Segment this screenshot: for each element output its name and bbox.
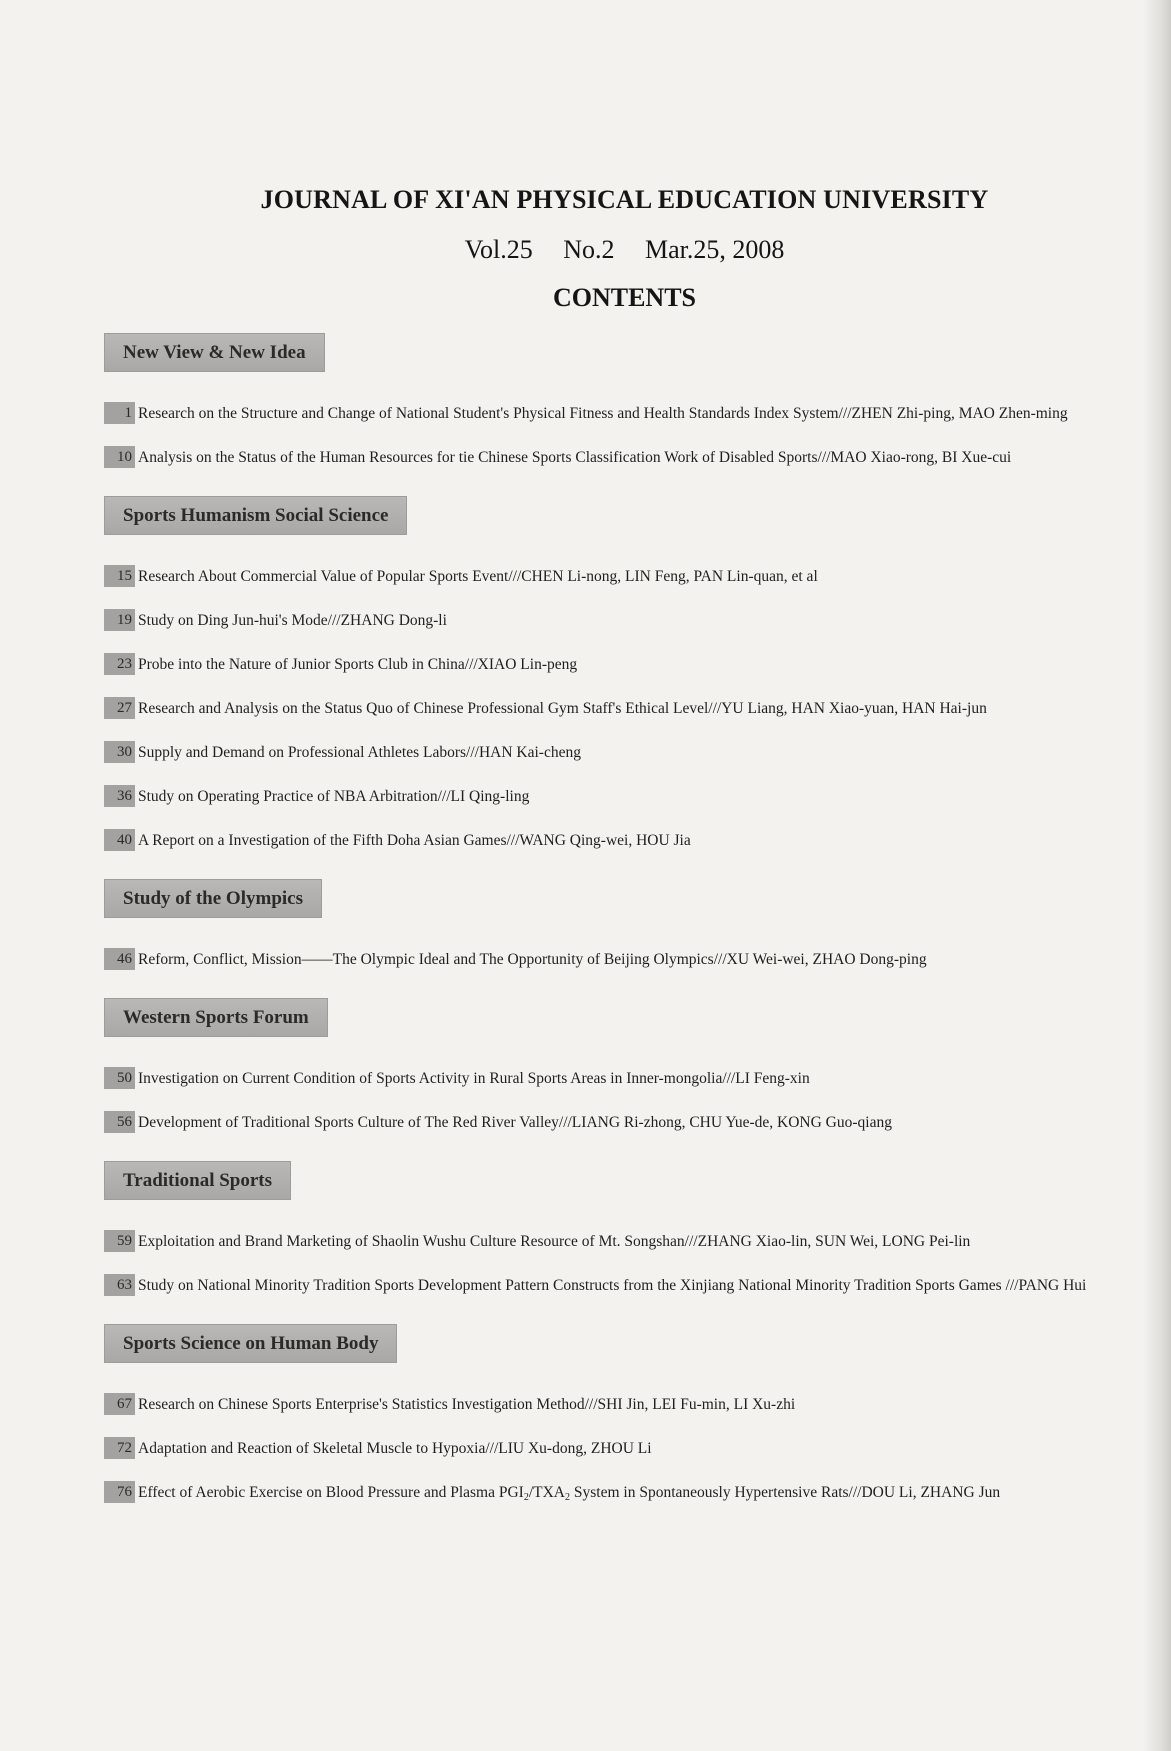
entry-text: Supply and Demand on Professional Athletes Labors///HAN Kai-cheng	[138, 744, 581, 761]
entry-text: Analysis on the Status of the Human Resources for tie Chinese Sports Classification Work of Disabled Sports///MAO Xiao-rong, BI Xue-cui	[138, 449, 1012, 466]
page-number: 50	[104, 1067, 135, 1089]
page-number: 67	[104, 1393, 135, 1415]
issue-number: No.2	[563, 235, 615, 264]
section-olympics	[100, 879, 1135, 980]
toc-entry[interactable]	[104, 821, 1135, 861]
entry-text-part: System in Spontaneously Hypertensive Rats///DOU Li, ZHANG Jun	[570, 1484, 1001, 1501]
page-number: 30	[104, 741, 135, 763]
toc-entry[interactable]	[104, 557, 1135, 597]
entry-text-part: /TXA	[528, 1484, 565, 1501]
toc-entry[interactable]	[104, 689, 1135, 729]
entry-text: Reform, Conflict, Mission——The Olympic Ideal and The Opportunity of Beijing Olympics///XU Wei-wei, ZHAO Dong-ping	[138, 951, 927, 968]
contents-heading: CONTENTS	[552, 283, 697, 312]
section-title: Sports Humanism Social Science	[104, 496, 407, 535]
toc-entry[interactable]	[104, 1385, 1135, 1425]
page-edge-shadow	[1143, 0, 1171, 1751]
entry-text: A Report on a Investigation of the Fifth Doha Asian Games///WANG Qing-wei, HOU Jia	[138, 832, 691, 849]
page-number: 23	[104, 653, 135, 675]
entry-text: Study on Ding Jun-hui's Mode///ZHANG Dong-li	[138, 612, 447, 629]
entry-text-part: Effect of Aerobic Exercise on Blood Pressure and Plasma PGI	[138, 1484, 524, 1501]
page-number: 63	[104, 1274, 135, 1296]
entry-text: Development of Traditional Sports Culture of The Red River Valley///LIANG Ri-zhong, CHU Yue-de, KONG Guo-qiang	[138, 1114, 892, 1131]
section-title: New View & New Idea	[104, 333, 325, 372]
section-humanism	[100, 496, 1135, 861]
page-number: 36	[104, 785, 135, 807]
entry-text: Study on National Minority Tradition Sports Development Pattern Constructs from the Xinjiang National Minority Tradition Sports Games ///PANG Hui	[138, 1277, 1087, 1294]
toc-entry[interactable]	[104, 777, 1135, 817]
section-new-view	[100, 333, 1135, 478]
subscript: 2	[523, 1492, 529, 1503]
entry-text: Investigation on Current Condition of Sports Activity in Rural Sports Areas in Inner-mongolia///LI Feng-xin	[138, 1070, 810, 1087]
toc-entry[interactable]	[104, 394, 1135, 434]
issue-date: Mar.25, 2008	[645, 235, 785, 264]
entry-text: Adaptation and Reaction of Skeletal Muscle to Hypoxia///LIU Xu-dong, ZHOU Li	[138, 1440, 652, 1457]
toc-entry[interactable]	[104, 645, 1135, 685]
section-traditional-sports	[100, 1161, 1135, 1306]
entry-text: Research About Commercial Value of Popular Sports Event///CHEN Li-nong, LIN Feng, PAN Lin-quan, et al	[138, 568, 818, 585]
entry-text: Research on the Structure and Change of National Student's Physical Fitness and Health Standards Index System///ZHEN Zhi-ping, MAO Zhen-ming	[138, 405, 1068, 422]
volume: Vol.25	[464, 235, 533, 264]
toc-entry[interactable]	[104, 1266, 1135, 1306]
section-human-body	[100, 1324, 1135, 1513]
section-title: Study of the Olympics	[104, 879, 322, 918]
page-number: 19	[104, 609, 135, 631]
section-title: Traditional Sports	[104, 1161, 291, 1200]
section-western-forum	[100, 998, 1135, 1143]
page-number: 1	[104, 402, 135, 424]
page-number: 76	[104, 1481, 135, 1503]
entry-text: Exploitation and Brand Marketing of Shaolin Wushu Culture Resource of Mt. Songshan///ZHANG Xiao-lin, SUN Wei, LONG Pei-lin	[138, 1233, 971, 1250]
toc-entry[interactable]	[104, 438, 1135, 478]
subscript: 2	[565, 1492, 570, 1503]
page-number: 10	[104, 446, 135, 468]
page-number: 59	[104, 1230, 135, 1252]
toc-entry[interactable]	[104, 1473, 1135, 1513]
entry-text: Study on Operating Practice of NBA Arbitration///LI Qing-ling	[138, 788, 530, 805]
entry-text: Probe into the Nature of Junior Sports Club in China///XIAO Lin-peng	[138, 656, 578, 673]
toc-entry[interactable]	[104, 1429, 1135, 1469]
journal-title: JOURNAL OF XI'AN PHYSICAL EDUCATION UNIVERSITY	[260, 185, 989, 214]
page-number: 15	[104, 565, 135, 587]
page-number: 56	[104, 1111, 135, 1133]
page-number: 27	[104, 697, 135, 719]
toc-entry[interactable]	[104, 1222, 1135, 1262]
entry-text: Research and Analysis on the Status Quo of Chinese Professional Gym Staff's Ethical Level///YU Liang, HAN Xiao-yuan, HAN Hai-jun	[138, 700, 987, 717]
section-title: Sports Science on Human Body	[104, 1324, 397, 1363]
section-title: Western Sports Forum	[104, 998, 328, 1037]
toc-entry[interactable]	[104, 601, 1135, 641]
page-number: 72	[104, 1437, 135, 1459]
toc-entry[interactable]	[104, 940, 1135, 980]
page-number: 46	[104, 948, 135, 970]
issue-line	[114, 235, 1135, 265]
page-number: 40	[104, 829, 135, 851]
entry-text: Research on Chinese Sports Enterprise's Statistics Investigation Method///SHI Jin, LEI Fu-min, LI Xu-zhi	[138, 1396, 796, 1413]
toc-entry[interactable]	[104, 1103, 1135, 1143]
toc-entry[interactable]	[104, 733, 1135, 773]
contents-page	[100, 185, 1135, 1531]
toc-entry[interactable]	[104, 1059, 1135, 1099]
